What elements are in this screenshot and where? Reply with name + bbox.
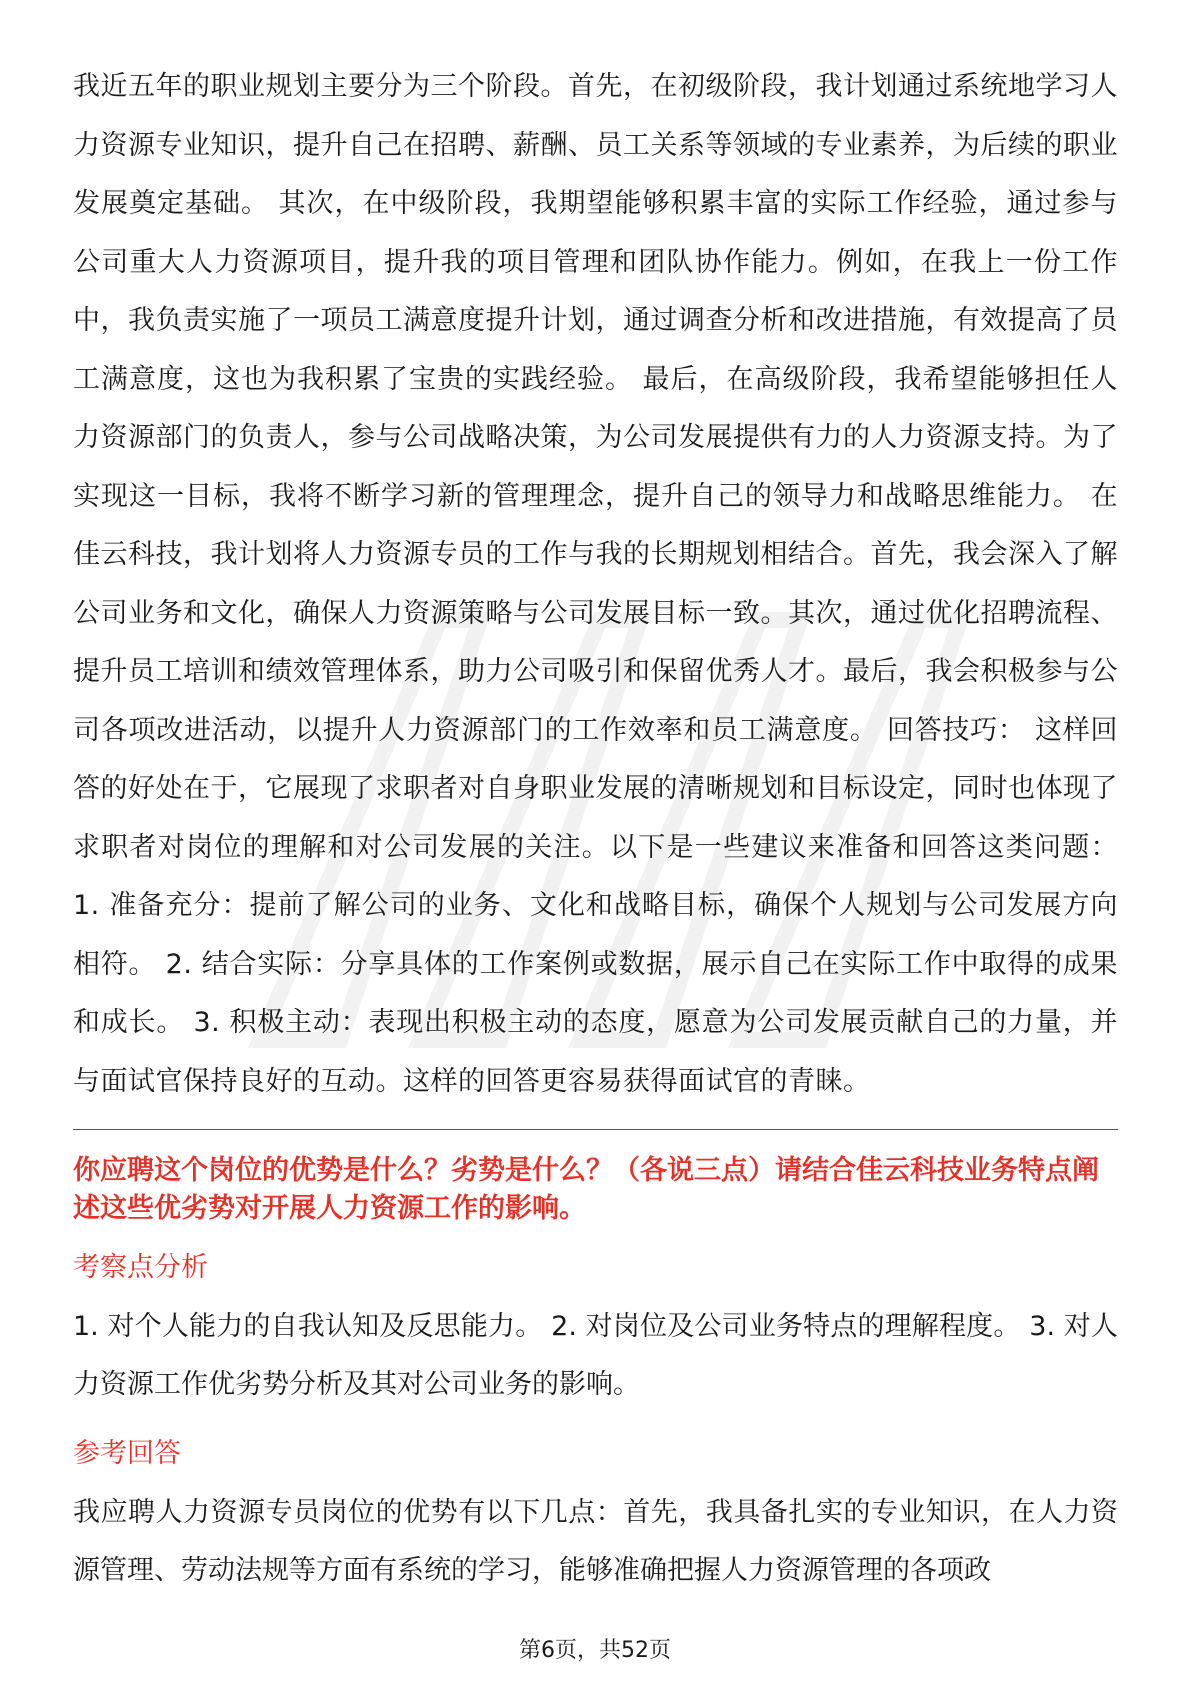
analysis-heading: 考察点分析 — [73, 1252, 208, 1283]
body-paragraph: 我近五年的职业规划主要分为三个阶段。首先，在初级阶段，我计划通过系统地学习人力资源专业知识，提升自己在招聘、薪酬、员工关系等领域的专业素养，为后续的职业发展奠定基础。 其次，在中级阶段，我期望能够积累丰富的实际工作经验，通过参与公司重大人力资源项目，提升我的项目管理和团队协作能力。例如，在我上一份工作中，我负责实施了一项员工满意度提升计划，通过调查分析和改进措施，有效提高了员工满意度，这也为我积累了宝贵的实践经验。 最后，在高级阶段，我希望能够担任人力资源部门的负责人，参与公司战略决策，为公司发展提供有力的人力资源支持。为了实现这一目标，我将不断学习新的管理理念，提升自己的领导力和战略思维能力。 在佳云科技，我计划将人力资源专员的工作与我的长期规划相结合。首先，我会深入了解公司业务和文化，确保人力资源策略与公司发展目标一致。其次，通过优化招聘流程、提升员工培训和绩效管理体系，助力公司吸引和保留优秀人才。最后，我会积极参与公司各项改进活动，以提升人力资源部门的工作效率和员工满意度。 回答技巧： 这样回答的好处在于，它展现了求职者对自身职业发展的清晰规划和目标设定，同时也体现了求职者对岗位的理解和对公司发展的关注。以下是一些建议来准备和回答这类问题： 1. 准备充分：提前了解公司的业务、文化和战略目标，确保个人规划与公司发展方向相符。 2. 结合实际：分享具体的工作案例或数据，展示自己在实际工作中取得的成果和成长。 3. 积极主动：表现出积极主动的态度，愿意为公司发展贡献自己的力量，并与面试官保持良好的互动。这样的回答更容易获得面试官的青睐。 — [73, 71, 1118, 1097]
interview-question: 你应聘这个岗位的优势是什么？劣势是什么？（各说三点）请结合佳云科技业务特点阐述这些优劣势对开展人力资源工作的影响。 — [73, 1155, 1099, 1224]
content-column — [73, 58, 1118, 1618]
answer-text: 我应聘人力资源专员岗位的优势有以下几点：首先，我具备扎实的专业知识，在人力资源管理、劳动法规等方面有系统的学习，能够准确把握人力资源管理的各项政 — [73, 1497, 1118, 1586]
section-divider — [73, 1129, 1118, 1130]
analysis-text: 1. 对个人能力的自我认知及反思能力。 2. 对岗位及公司业务特点的理解程度。 3. 对人力资源工作优劣势分析及其对公司业务的影响。 — [73, 1311, 1118, 1400]
page-number: 第6页，共52页 — [519, 1638, 671, 1663]
answer-heading: 参考回答 — [73, 1438, 181, 1469]
